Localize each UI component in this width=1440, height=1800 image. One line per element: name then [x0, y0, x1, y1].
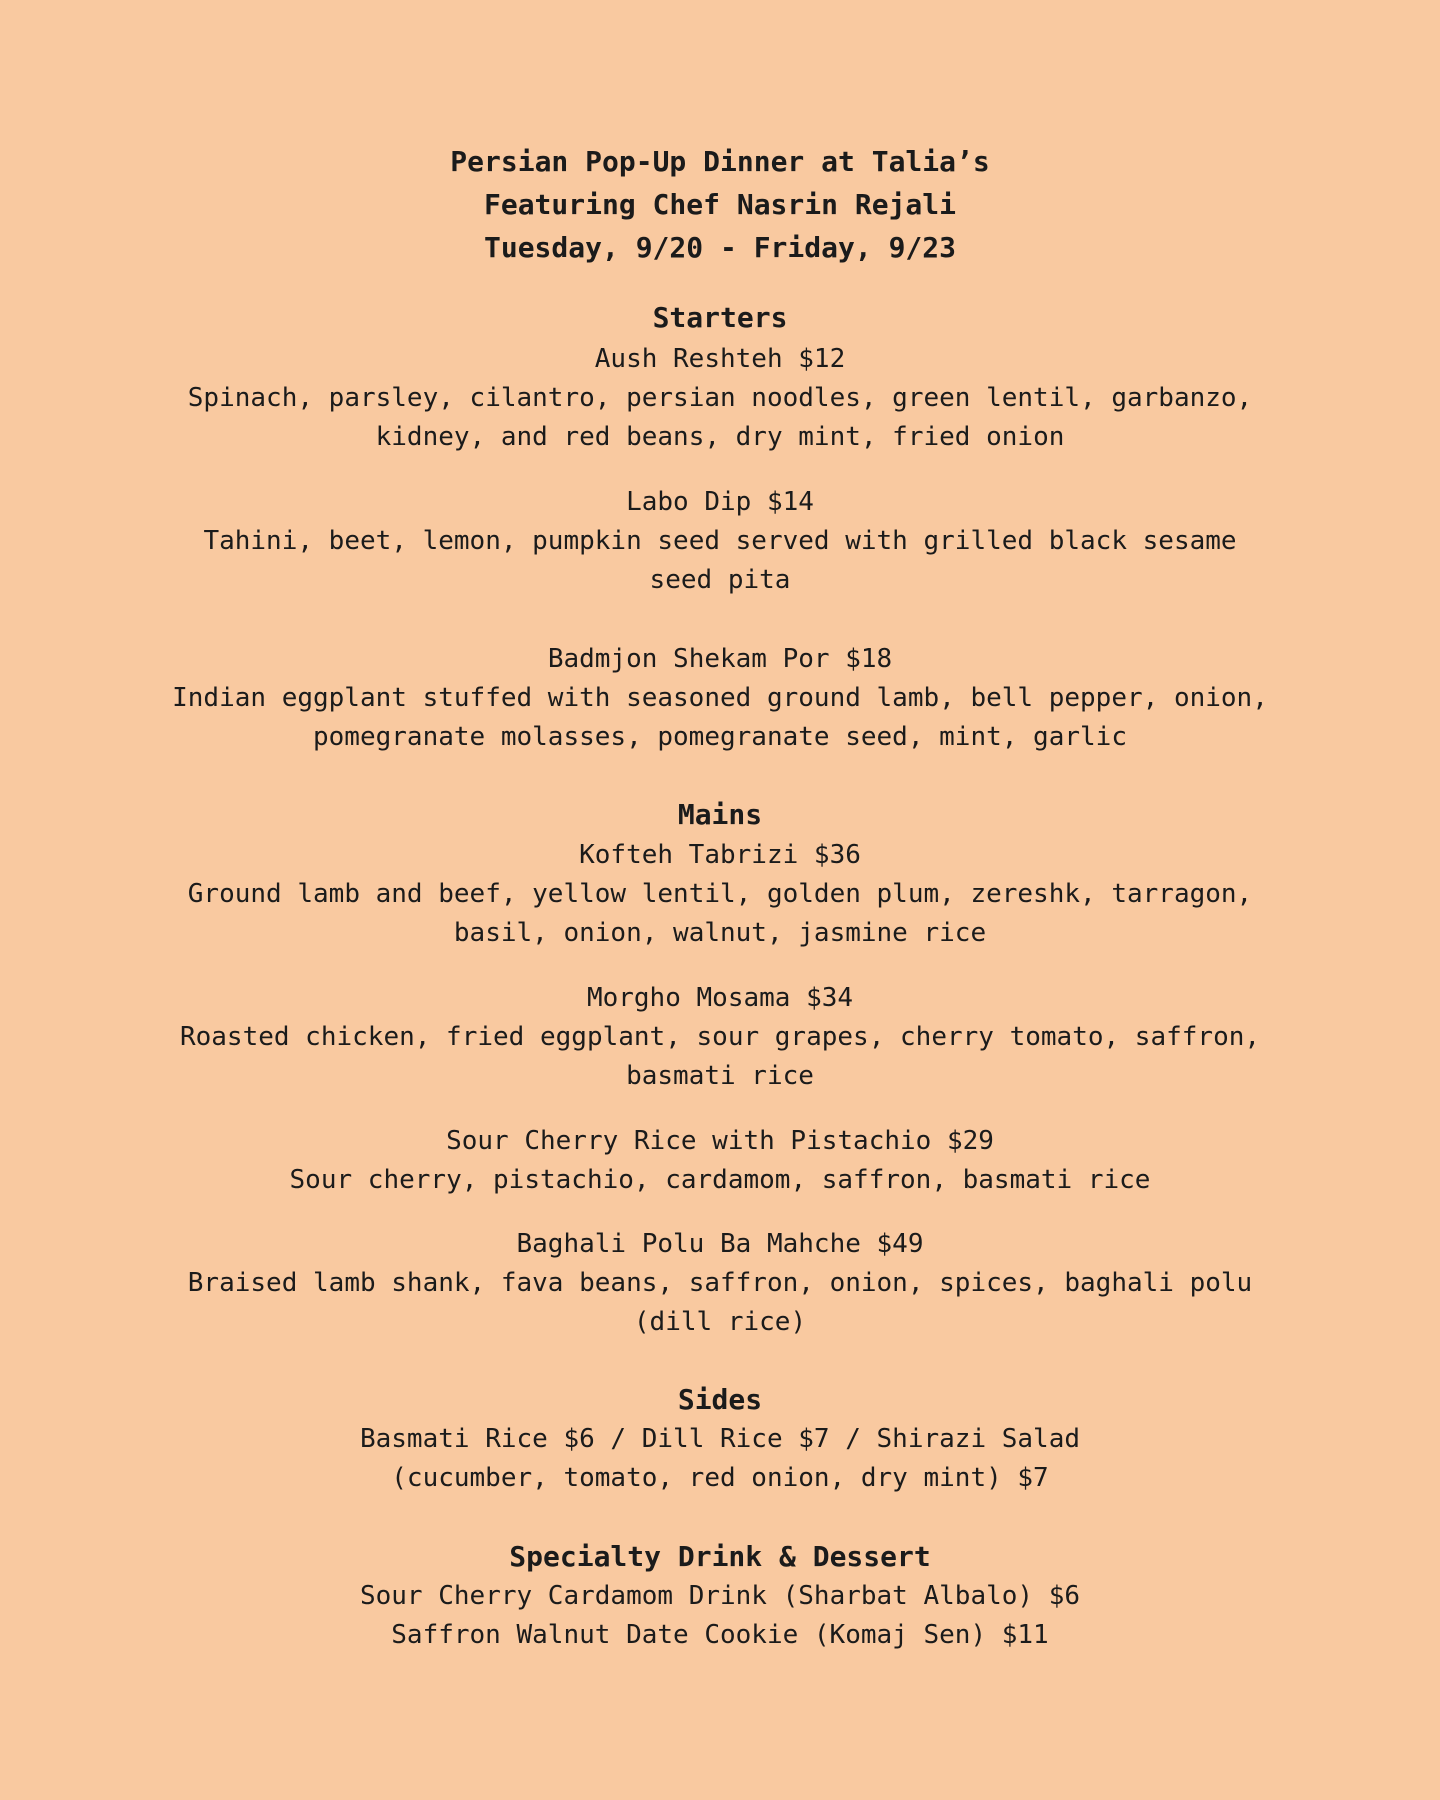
sides-heading: Sides	[677, 1383, 763, 1416]
sides-line: (cucumber, tomato, red onion, dry mint) $7	[391, 1463, 1049, 1493]
drinks-dessert-heading: Specialty Drink & Dessert	[509, 1540, 931, 1573]
item-description: kidney, and red beans, dry mint, fried onion	[375, 422, 1065, 452]
item-description: Braised lamb shank, fava beans, saffron, onion, spices, baghali polu	[187, 1268, 1253, 1298]
item-name: Baghali Polu Ba Mahche $49	[516, 1229, 924, 1259]
item-name: Badmjon Shekam Por $18	[547, 644, 893, 674]
starters-heading: Starters	[652, 301, 788, 334]
event-dates: Tuesday, 9/20 - Friday, 9/23	[483, 231, 956, 264]
item-description: Roasted chicken, fried eggplant, sour grapes, cherry tomato, saffron,	[179, 1022, 1261, 1052]
item-name: Aush Reshteh $12	[594, 344, 846, 374]
item-name: Kofteh Tabrizi $36	[579, 840, 861, 870]
item-description: Indian eggplant stuffed with seasoned ground lamb, bell pepper, onion,	[172, 683, 1268, 713]
item-description: Ground lamb and beef, yellow lentil, golden plum, zereshk, tarragon,	[187, 879, 1253, 909]
menu-header	[0, 140, 1440, 269]
item-description: basil, onion, walnut, jasmine rice	[453, 918, 987, 948]
menu-item	[0, 640, 1440, 757]
sides-line: Basmati Rice $6 / Dill Rice $7 / Shirazi Salad	[359, 1424, 1081, 1454]
menu-item	[0, 483, 1440, 600]
starters-section	[0, 298, 1440, 338]
drinks-dessert-section	[0, 1537, 1440, 1655]
menu-item	[0, 1225, 1440, 1342]
item-name: Morgho Mosama $34	[586, 983, 854, 1013]
mains-heading: Mains	[677, 798, 763, 831]
dessert-item: Saffron Walnut Date Cookie (Komaj Sen) $11	[391, 1620, 1049, 1650]
chef-feature: Featuring Chef Nasrin Rejali	[483, 188, 956, 221]
item-description: pomegranate molasses, pomegranate seed, mint, garlic	[313, 722, 1127, 752]
menu-item	[0, 1122, 1440, 1200]
menu-item	[0, 836, 1440, 953]
item-description: (dill rice)	[633, 1307, 807, 1337]
drink-item: Sour Cherry Cardamom Drink (Sharbat Albalo) $6	[359, 1581, 1081, 1611]
menu-item	[0, 979, 1440, 1096]
item-description: Tahini, beet, lemon, pumpkin seed served with grilled black sesame	[203, 526, 1237, 556]
item-description: seed pita	[649, 565, 791, 595]
sides-section	[0, 1380, 1440, 1498]
item-name: Labo Dip $14	[626, 487, 814, 517]
item-name: Sour Cherry Rice with Pistachio $29	[446, 1126, 994, 1156]
menu-item	[0, 340, 1440, 457]
item-description: basmati rice	[626, 1061, 814, 1091]
mains-section	[0, 795, 1440, 835]
item-description: Sour cherry, pistachio, cardamom, saffron, basmati rice	[289, 1165, 1151, 1195]
event-title: Persian Pop-Up Dinner at Talia’s	[450, 145, 990, 178]
item-description: Spinach, parsley, cilantro, persian noodles, green lentil, garbanzo,	[187, 383, 1253, 413]
